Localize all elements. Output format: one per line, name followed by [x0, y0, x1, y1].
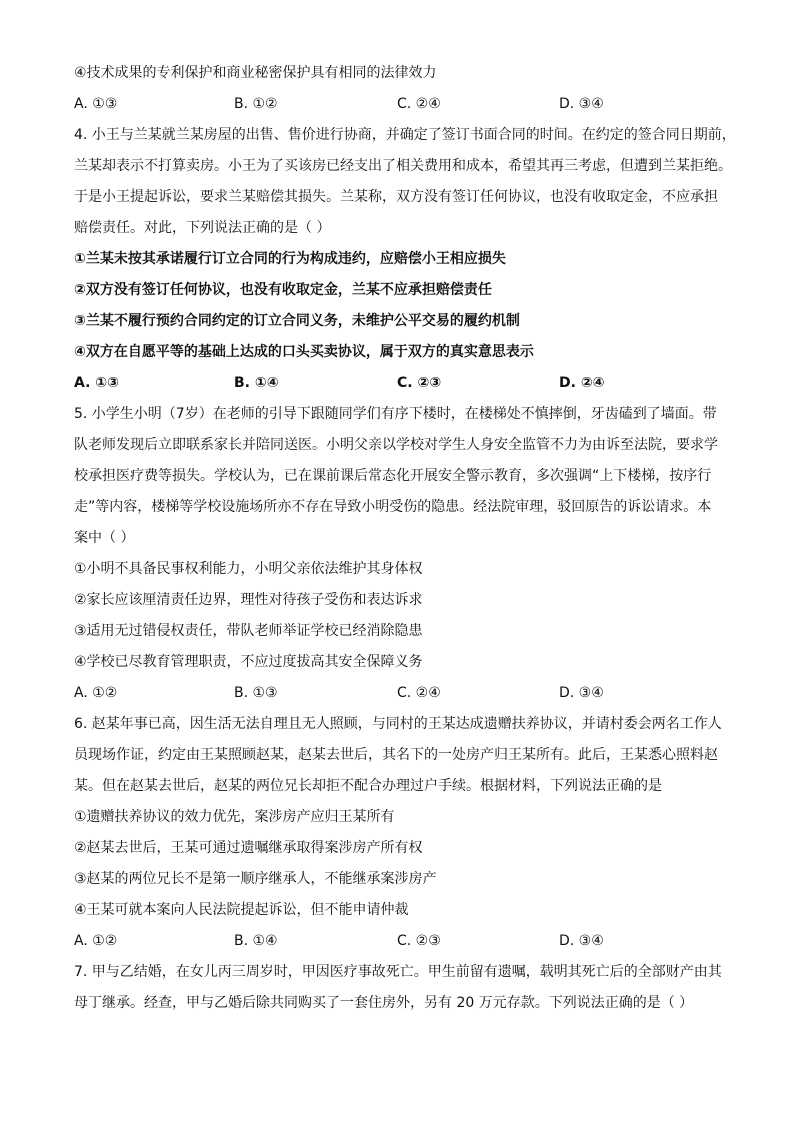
option-d: D. ③④ [559, 96, 604, 112]
exam-page [74, 58, 734, 1019]
options-row-q3 [74, 89, 734, 120]
option-a: A. ①② [74, 685, 118, 701]
option-b: B. ①③ [234, 685, 278, 701]
statement-2: ②双方没有签订任何协议，也没有收取定金，兰某不应承担赔偿责任 [74, 282, 492, 298]
options-row [74, 678, 734, 709]
question-text-line: 校承担医疗费等损失。学校认为，已在课前课后常态化开展安全警示教育，多次强调“上下楼梯，按序行 [74, 468, 712, 484]
statement-2: ②赵某去世后，王某可通过遗嘱继承取得案涉房产所有权 [74, 840, 423, 856]
option-b: B. ①② [234, 96, 278, 112]
question-text-line: 赔偿责任。对此，下列说法正确的是（ ） [74, 220, 331, 236]
question-text-line: 母丁继承。经查，甲与乙婚后除共同购买了一套住房外，另有 20 万元存款。下列说法正确的是（ ） [74, 995, 694, 1011]
option-c: C. ②③ [397, 933, 441, 949]
question-4 [74, 120, 734, 399]
question-6 [74, 709, 734, 957]
option-c: C. ②③ [397, 375, 442, 391]
option-b: B. ①④ [234, 933, 278, 949]
question-text-line: 某。但在赵某去世后，赵某的两位兄长却拒不配合办理过户手续。根据材料，下列说法正确的是 [74, 778, 662, 794]
question-text-line: 于是小王提起诉讼，要求兰某赔偿其损失。兰某称，双方没有签订任何协议，也没有收取定金，不应承担 [74, 189, 718, 205]
statement-1: ①遗赠扶养协议的效力优先，案涉房产应归王某所有 [74, 809, 395, 825]
statement-3: ③赵某的两位兄长不是第一顺序继承人，不能继承案涉房产 [74, 871, 437, 887]
question-text-line: 6. 赵某年事已高，因生活无法自理且无人照顾，与同村的王某达成遗赠扶养协议，并请村委会两名工作人 [74, 716, 722, 732]
option-c: C. ②④ [397, 96, 441, 112]
statement-3: ③兰某不履行预约合同约定的订立合同义务，未维护公平交易的履约机制 [74, 313, 520, 329]
statement-4: ④王某可就本案向人民法院提起诉讼，但不能申请仲裁 [74, 902, 409, 918]
option-a: A. ①③ [74, 96, 118, 112]
question-text-line: 兰某却表示不打算卖房。小王为了买该房已经支出了相关费用和成本，希望其再三考虑，但遭到兰某拒绝。 [74, 158, 732, 174]
option-d: D. ③④ [559, 933, 604, 949]
question-text-line: 案中（ ） [74, 530, 135, 546]
statement-4: ④学校已尽教育管理职责，不应过度拔高其安全保障义务 [74, 654, 423, 670]
statement-1: ①兰某未按其承诺履行订立合同的行为构成违约，应赔偿小王相应损失 [74, 251, 506, 267]
question-7 [74, 957, 734, 1019]
question-text-line: 队老师发现后立即联系家长并陪同送医。小明父亲以学校对学生人身安全监管不力为由诉至法院，要求学 [74, 437, 718, 453]
option-a: A. ①③ [74, 375, 119, 391]
question-text-line: 4. 小王与兰某就兰某房屋的出售、售价进行协商，并确定了签订书面合同的时间。在约定的签合同日期前， [74, 127, 736, 143]
options-row [74, 368, 734, 399]
option-d: D. ③④ [559, 685, 604, 701]
options-row [74, 926, 734, 957]
statement-2: ②家长应该厘清责任边界，理性对待孩子受伤和表达诉求 [74, 592, 423, 608]
option-b: B. ①④ [234, 375, 279, 391]
statement-4: ④技术成果的专利保护和商业秘密保护具有相同的法律效力 [74, 65, 437, 81]
statement-1: ①小明不具备民事权利能力，小明父亲依法维护其身体权 [74, 561, 423, 577]
option-d: D. ②④ [559, 375, 605, 391]
option-a: A. ①② [74, 933, 118, 949]
question-text-line: 7. 甲与乙结婚，在女儿丙三周岁时，甲因医疗事故死亡。甲生前留有遗嘱，载明其死亡后的全部财产由其 [74, 964, 722, 980]
question-5 [74, 399, 734, 709]
option-c: C. ②④ [397, 685, 441, 701]
question-text-line: 5. 小学生小明（7岁）在老师的引导下跟随同学们有序下楼时，在楼梯处不慎摔倒，牙齿磕到了墙面。带 [74, 406, 717, 422]
statement-4: ④双方在自愿平等的基础上达成的口头买卖协议，属于双方的真实意思表示 [74, 344, 534, 360]
question-text-line: 走”等内容，楼梯等学校设施场所亦不存在导致小明受伤的隐患。经法院审理，驳回原告的诉讼请求。本 [74, 499, 712, 515]
statement-3: ③适用无过错侵权责任，带队老师举证学校已经消除隐患 [74, 623, 423, 639]
question-text-line: 员现场作证，约定由王某照顾赵某，赵某去世后，其名下的一处房产归王某所有。此后，王某悉心照料赵 [74, 747, 718, 763]
